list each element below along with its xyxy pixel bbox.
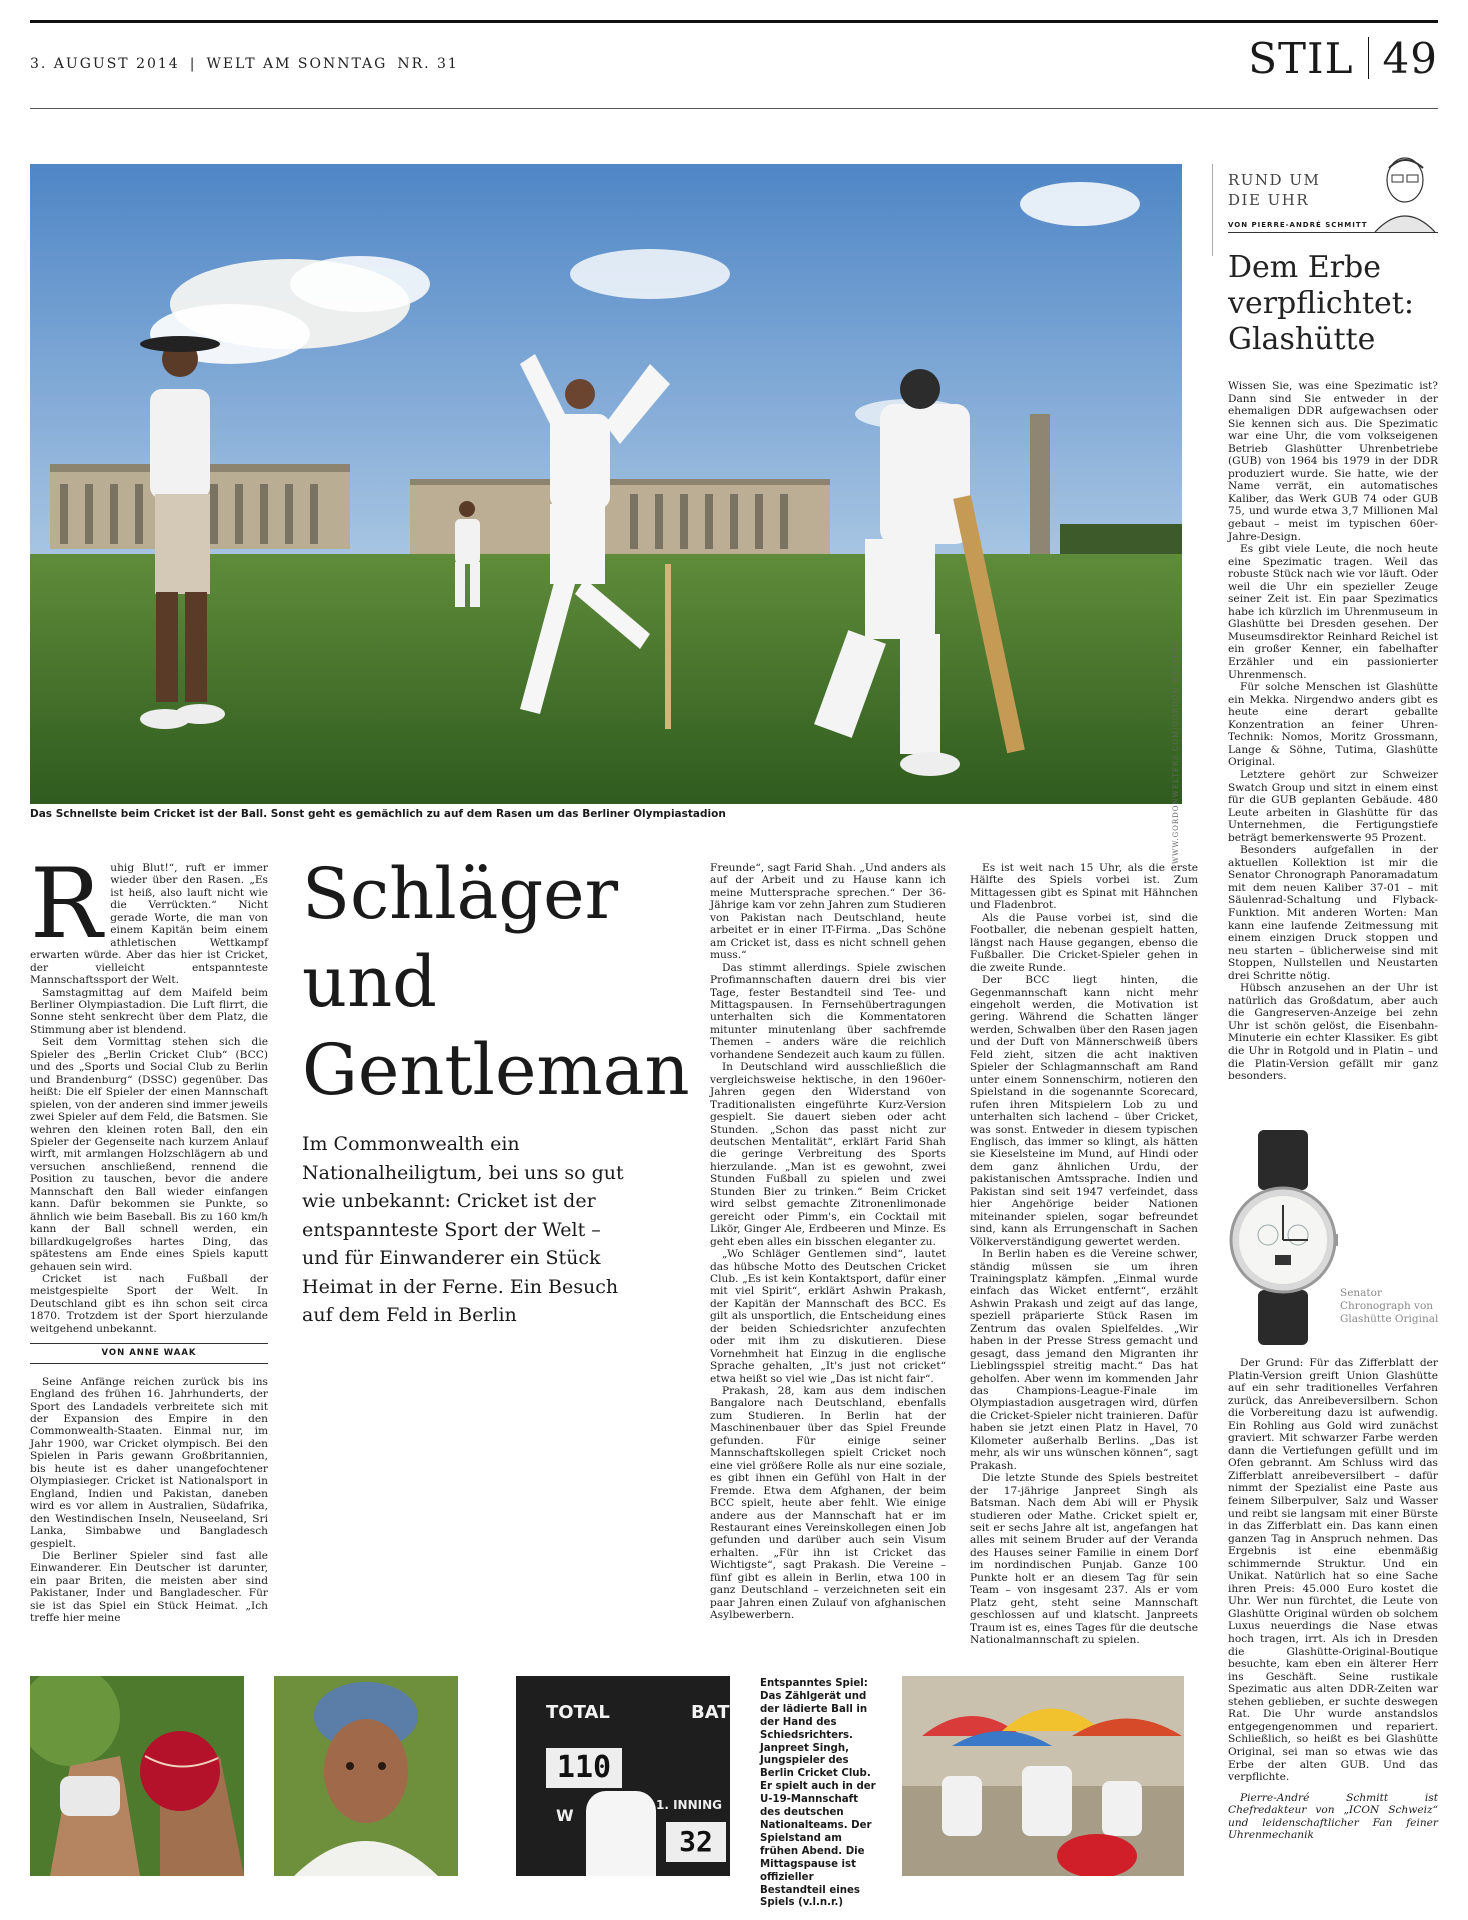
author-note: Pierre-André Schmitt ist Chefredakteur von „ICON Schweiz“ und leidenschaftlicher Fan feiner Uhrenmechanik (1228, 1791, 1438, 1842)
photo-ball-illustration (30, 1676, 244, 1876)
main-photo-caption: Das Schnellste beim Cricket ist der Ball. Sonst geht es gemächlich zu auf dem Rasen um das Berliner Olympiastadion (30, 808, 726, 820)
paragraph: Es ist weit nach 15 Uhr, als die erste Hälfte des Spiels vorbei ist. Zum Mittagessen gibt es Spinat mit Hähnchen und Fladenbrot. (970, 862, 1198, 912)
photo-janpreet-singh (274, 1676, 458, 1876)
header-rule (30, 108, 1438, 109)
scoreboard-small-score: 32 (666, 1822, 726, 1862)
paragraph: Für solche Menschen ist Glashütte ein Mekka. Nirgendwo anders gibt es heute eine derart geballte Konzentration an feiner Uhren-Technik: Nomos, Moritz Grossmann, Lange & Söhne, Tutima, Glashütte Original. (1228, 681, 1438, 769)
paragraph: „Wo Schläger Gentlemen sind“, lautet das hübsche Motto des Deutschen Cricket Club. „Es ist kein Kontaktsport, dafür einer mit viel Spirit“, erklärt Ashwin Prakash, der Kapitän der Mannschaft des BCC. Es gilt als unsportlich, die Entscheidung eines der beiden Schiedsrichter anzufechten oder mit ihm zu diskutieren. Diese Vornehmheit hat Einzug in die englische Sprache gehalten, „It's just not cricket“ etwa heißt so viel wie „Das ist nicht fair“. (710, 1248, 946, 1385)
newspaper-name: WELT AM SONNTAG (206, 56, 388, 72)
main-photo-illustration (30, 164, 1182, 804)
paragraph: Es gibt viele Leute, die noch heute eine Spezimatic tragen. Weil das robuste Stück nach wie vor läuft. Oder weil die Uhr ein spezieller Zeuge seiner Zeit ist. Ein paar Spezimatics habe ich kürzlich im Uhrenmuseum in Glashütte bei Dresden gesehen. Der Museumsdirektor Reinhard Reichel ist ein großer Kenner, ein fabelhafter Erzähler und ein passionierter Uhrenmensch. (1228, 543, 1438, 681)
scoreboard-bat-label: BAT (691, 1702, 730, 1723)
article-column-4 (970, 862, 1198, 1647)
rubric-line-1: RUND UM (1228, 171, 1321, 189)
column-body-continued (1228, 1357, 1438, 1842)
paragraph: Der BCC liegt hinten, die Gegenmannschaft kann nicht mehr eingeholt werden, die Motivation ist gering. Während die Schatten länger werden, Schwalben über den Rasen jagen und der Duft von Männerschweiß übers Feld zieht, sitzen die acht inaktiven Spieler der Schlagmannschaft am Rand unter einem Sonnenschirm, notieren den Spielstand in die sogenannte Scorecard, rufen ihren Mitspielern Lob zu und unterhalten sich lachend – über Cricket, was sonst. Entweder in diesem typischen Englisch, das immer so klingt, als hätten sie Kieselsteine im Mund, auf Hindi oder dem ganz ähnlichen Urdu, der pakistanischen Amtssprache. Indien und Pakistan sind seit 1947 verfeindet, dass hier Angehörige beider Nationen miteinander spielen, sogar befreundet sind, kann als Errungenschaft in Sachen Völkerverständigung gewertet werden. (970, 974, 1198, 1248)
photo-credit: WWW.GORDONWELTERS.COM/GORDON WELTERS (1172, 640, 1180, 865)
paragraph: Als die Pause vorbei ist, sind die Footballer, die nebenan gespielt hatten, längst nach Hause gegangen, ebenso die Fußballer. Die Cricket-Spieler gehen in die zweite Runde. (970, 911, 1198, 974)
paragraph: Wissen Sie, was eine Spezimatic ist? Dann sind Sie entweder in der ehemaligen DDR aufgewachsen oder Sie kennen sich aus. Die Spezimatic war eine Uhr, die vom volkseigenen Betrieb Glashütter Uhrenbetriebe (GUB) von 1964 bis 1979 in der DDR produziert wurde. Sie hatte, wie der Name verrät, ein automatisches Kaliber, das Werk GUB 74 oder GUB 75, und wurde etwa 3,7 Millionen Mal gebaut – meist im typischen 60er-Jahre-Design. (1228, 380, 1438, 543)
paragraph: Seit dem Vormittag stehen sich die Spieler des „Berlin Cricket Club“ (BCC) und des „Sports und Social Club zu Berlin und Brandenburg“ (DSSC) gegenüber. Das heißt: Die elf Spieler der einen Mannschaft spielen, von der anderen sind immer jeweils zwei Spieler auf dem Feld, die Batsmen. Sie wehren den kleinen roten Ball, den ein Spieler der Gegenseite nach kurzem Anlauf wirft, mit armlangen Holzschlägern ab und versuchen anschließend, rennend die Position zu tauschen, bevor die andere Mannschaft den Ball wieder einfangen kann. Dafür bekommen sie Punkte, so ähnlich wie beim Baseball. Bis zu 160 km/h kann der Ball schnell werden, ein billardkugelgroßes hartes Ding, das spätestens am Ende eines Spiels kaputt gehauen sein wird. (30, 1036, 268, 1273)
scoreboard-w-label: W (556, 1806, 574, 1825)
paragraph: Letztere gehört zur Schweizer Swatch Group und sitzt in einem einst für die GUB geplanten Gebäude. 480 Leute arbeiten in Glashütte für das Unternehmen, die Fertigungstiefe beträgt bemerkenswerte 95 Prozent. (1228, 768, 1438, 844)
paragraph: In Berlin haben es die Vereine schwer, ständig müssen sie um ihren Trainingsplatz kämpfen. „Einmal wurde einfach das Wicket entfernt“, erzählt Ashwin Prakash und zeigt auf das lange, speziell präparierte Stück Rasen im Zentrum das ovalen Spielfeldes. „Wir haben in der Presse Stress gemacht und gesagt, dass jemand den Migranten ihr Lieblingsspiel streitig macht.“ Das hat geholfen. Aber wenn im kommenden Jahr das Champions-League-Finale im Olympiastadion ausgetragen wird, dürfen die Cricket-Spieler nicht trainieren. Dafür haben sie jetzt einen Platz in Havel, 70 Kilometer außerhalb Berlins. „Das ist mehr, als wir uns wünschen können“, sagt Prakash. (970, 1248, 1198, 1472)
bottom-photos-caption: Entspanntes Spiel: Das Zählgerät und der lädierte Ball in der Hand des Schiedsrichters. Janpreet Singh, Jungspieler des Berlin Cricket Club. Er spielt auch in der U-19-Mannschaft des deutschen Nationalteams. Der Spielstand am frühen Abend. Die Mittagspause ist offizieller Bestandteil eines Spiels (v.l.n.r.) (760, 1678, 876, 1909)
author-sketch (1365, 150, 1440, 232)
section-name: STIL (1248, 34, 1354, 83)
page-number: 49 (1382, 34, 1438, 83)
paragraph: In Deutschland wird ausschließlich die vergleichsweise hektische, in den 1960er-Jahren gegen den Widerstand von Traditionalisten eingeführte Kurz-Version gespielt. Sie dauert sieben oder acht Stunden. „Schon das passt nicht zur deutschen Mentalität“, erklärt Farid Shah die geringe Verbreitung des Sports hierzulande. „Man ist es gewohnt, zwei Stunden Fußball zu spielen und zwei Stunden Bier zu trinken.“ Beim Cricket wird selbst gemachte Zitronenlimonade gereicht oder Pimm's, ein Cocktail mit Likör, Ginger Ale, Erdbeeren und Minze. Es geht eben alles ein bisschen eleganter zu. (710, 1061, 946, 1248)
column-body (1228, 380, 1438, 1083)
paragraph: Die Berliner Spieler sind fast alle Einwanderer. Ein Deutscher ist darunter, ein paar Briten, die meisten aber sind Pakistaner, Inder und Bangladescher. Für sie ist das Spiel ein Stück Heimat. „Ich treffe hier meine (30, 1550, 268, 1625)
photo-portrait-illustration (274, 1676, 458, 1876)
issue-number: NR. 31 (397, 56, 459, 72)
paragraph: uhig Blut!“, ruft er immer wieder über den Rasen. „Es ist heiß, also lauft nicht wie die Verrückten.“ Nicht gerade Worte, die man von einem Kapitän beim einem athletischen Wettkampf erwarten würde. Aber das hier ist Cricket, der vielleicht entspannteste Mannschaftssport der Welt. (30, 862, 268, 987)
watch-illustration (1228, 1130, 1338, 1345)
paragraph: Samstagmittag auf dem Maifeld beim Berliner Olympiastadion. Die Luft flirrt, die Sonne steht senkrecht über dem Platz, die Stimmung aber ist blendend. (30, 986, 268, 1036)
paragraph: Besonders aufgefallen in der aktuellen Kollektion ist mir die Senator Chronograph Panoramadatum mit dem neuen Kaliber 37-01 – mit Säulenrad-Schaltung und Flyback-Funktion. Mit anderen Worten: Man kann eine laufende Zeitmessung mit einem einzigen Druck stoppen und neu starten – üblicherweise sind mit Stoppen, Nullstellen und Neustarten drei Schritte nötig. (1228, 844, 1438, 982)
paragraph: Das stimmt allerdings. Spiele zwischen Profimannschaften dauern drei bis vier Tage, fester Bestandteil sind Tee- und Mittagspausen. In Fernsehübertragungen unterhalten sich die Kommentatoren mitunter minutenlang über sachfremde Themen – anders wäre die reichlich vorhandene Sendezeit auch kaum zu füllen. (710, 961, 946, 1061)
paragraph: Seine Anfänge reichen zurück bis ins England des frühen 16. Jahrhunderts, der Sport des Landadels verbreitete sich mit der Expansion des Empire in den Commonwealth-Staaten. Einmal nur, im Jahr 1900, war Cricket olympisch. Bei den Spielen in Paris gewann Großbritannien, bis heute ist es daher unangefochtener Olympiasieger. Cricket ist Nationalsport in England, Indien und Pakistan, daneben wird es vor allem in Australien, Südafrika, den Westindischen Inseln, Neuseeland, Sri Lanka, Simbabwe und Bangladesch gespielt. (30, 1375, 268, 1550)
issue-date: 3. AUGUST 2014 (30, 56, 180, 72)
main-photo-cricket-olympiastadion (30, 164, 1182, 804)
paragraph: Der Grund: Für das Zifferblatt der Platin-Version greift Union Glashütte auf ein sehr traditionelles Verfahren zurück, das Anreibeversilbern. Schon die Vorbereitung dazu ist aufwendig. Ein Rohling aus Gold wird zunächst graviert. Mit schwarzer Farbe werden dann die Vertiefungen gefüllt und im Ofen gebrannt. Am Schluss wird das Zifferblatt anreibeversilbert – dafür nimmt der Spezialist eine Paste aus feinem Silberpulver, Salz und Wasser und reibt sie langsam mit einer Bürste in das Zifferblatt ein. Das kann einen ganzen Tag in Anspruch nehmen. Das Ergebnis ist eine ebenmäßig schimmernde Struktur. Und ein Unikat. Natürlich hat so eine Sache ihren Preis: 45.000 Euro kostet die Uhr. Wer nun fürchtet, die Leute von Glashütte Original würden ob solchem Luxus neuerdings die Nase etwas hoch tragen, irrt. Als ich in Dresden die Glashütte-Original-Boutique besuchte, kam eben ein älterer Herr ins Geschäft. Seine rustikale Spezimatic aus alten DDR-Zeiten war stehen geblieben, er suchte deswegen Rat. Die Uhr wurde anstandslos entgegengenommen und repariert. Schließlich, so heißt es bei Glashütte Original, sei man so etwas wie das Erbe der alten GUB. Und das verpflichte. (1228, 1357, 1438, 1784)
article-column-3 (710, 862, 946, 1622)
section-folio (1248, 34, 1438, 83)
folio: 3. AUGUST 2014 | WELT AM SONNTAG NR. 31 (30, 56, 459, 72)
photo-lunch-break (902, 1676, 1184, 1876)
rubric-rule (1228, 232, 1438, 233)
scoreboard-player-shirt (586, 1791, 656, 1876)
photo-ball-counter (30, 1676, 244, 1876)
watch-image (1228, 1130, 1338, 1345)
scoreboard-total-label: TOTAL (546, 1702, 610, 1723)
paragraph: Freunde“, sagt Farid Shah. „Und anders als auf der Arbeit und zu Hause kann ich meine Muttersprache sprechen.“ Der 36-Jährige kam vor zehn Jahren zum Studieren von Pakistan nach Deutschland, heute arbeitet er in einer IT-Firma. „Das Schöne am Cricket ist, dass es nicht schnell gehen muss.“ (710, 862, 946, 962)
top-rule (30, 20, 1438, 23)
paragraph: Prakash, 28, kam aus dem indischen Bangalore nach Deutschland, ebenfalls zum Studieren. In Berlin hat der Maschinenbauer über das Spiel Freunde gefunden. Für einige seiner Mannschaftskollegen spielt Cricket noch eine viel größere Rolle als nur eine soziale, es gibt ihnen ein Gefühl von Halt in der Fremde. Etwa dem Afghanen, der beim BCC spielt, heute aber fehlt. Wie einige andere aus der Mannschaft hat er im Restaurant eines Vereinskollegen einen Job gefunden und darüber auch sein Visum erhalten. „Für ihn ist Cricket das Wichtigste“, sagt Prakash. Die Vereine – fünf gibt es allein in Berlin, etwa 100 in ganz Deutschland – verzeichneten seit ein paar Jahren einen Zulauf von afghanischen Asylbewerbern. (710, 1385, 946, 1622)
column-headline: Dem Erbe verpflichtet: Glashütte (1228, 250, 1414, 357)
rubric-byline: VON PIERRE-ANDRÉ SCHMITT (1228, 221, 1368, 229)
author-portrait (1365, 150, 1440, 232)
photo-lunch-illustration (902, 1676, 1184, 1876)
paragraph: Die letzte Stunde des Spiels bestreitet der 17-jährige Janpreet Singh als Batsman. Nach dem Abi will er Physik studieren oder Mathe. Cricket spielt er, seit er sechs Jahre alt ist, angefangen hat alles mit seinem Bruder auf der Veranda des Hauses seiner Familie in einem Dorf im nordindischen Punjab. Ganze 100 Punkte holt er an diesem Tag für sein Team – von insgesamt 237. Als er vom Platz geht, steht seine Mannschaft geschlossen auf und klatscht. Janpreets Traum ist es, eines Tages für die deutsche Nationalmannschaft zu spielen. (970, 1472, 1198, 1647)
scoreboard-inning-label: 1. INNING (656, 1798, 722, 1812)
sidebar-divider (1212, 164, 1213, 256)
watch-caption: Senator Chronograph von Glashütte Original (1340, 1287, 1439, 1325)
paragraph: Cricket ist nach Fußball der meistgespielte Sport der Welt. In Deutschland gibt es ihn schon seit circa 1870. Trotzdem ist der Sport hierzulande weitgehend unbekannt. (30, 1272, 268, 1335)
scoreboard-score: 110 (546, 1748, 622, 1788)
folio-divider (1368, 37, 1369, 79)
article-headline: Schläger und Gentleman (302, 853, 690, 1111)
column-rubric (1228, 170, 1320, 210)
paragraph: Hübsch anzusehen an der Uhr ist natürlich das Großdatum, aber auch die Gangreserven-Anzeige bei zehn Uhr ist schön gelöst, die Eisenbahn-Minuterie ein echter Klassiker. Es gibt die Uhr in Rotgold und in Platin – und die Platin-Version gefällt mir ganz besonders. (1228, 982, 1438, 1083)
dropcap: R (30, 848, 103, 960)
photo-scoreboard (516, 1676, 730, 1876)
rubric-line-2: DIE UHR (1228, 191, 1310, 209)
article-column-1 (30, 848, 268, 1625)
byline: VON ANNE WAAK (30, 1343, 268, 1363)
article-deck: Im Commonwealth ein Nationalheiligtum, bei uns so gut wie unbekannt: Cricket ist der entspannteste Sport der Welt – und für Einwanderer ein Stück Heimat in der Ferne. Ein Besuch auf dem Feld in Berlin (302, 1133, 624, 1326)
